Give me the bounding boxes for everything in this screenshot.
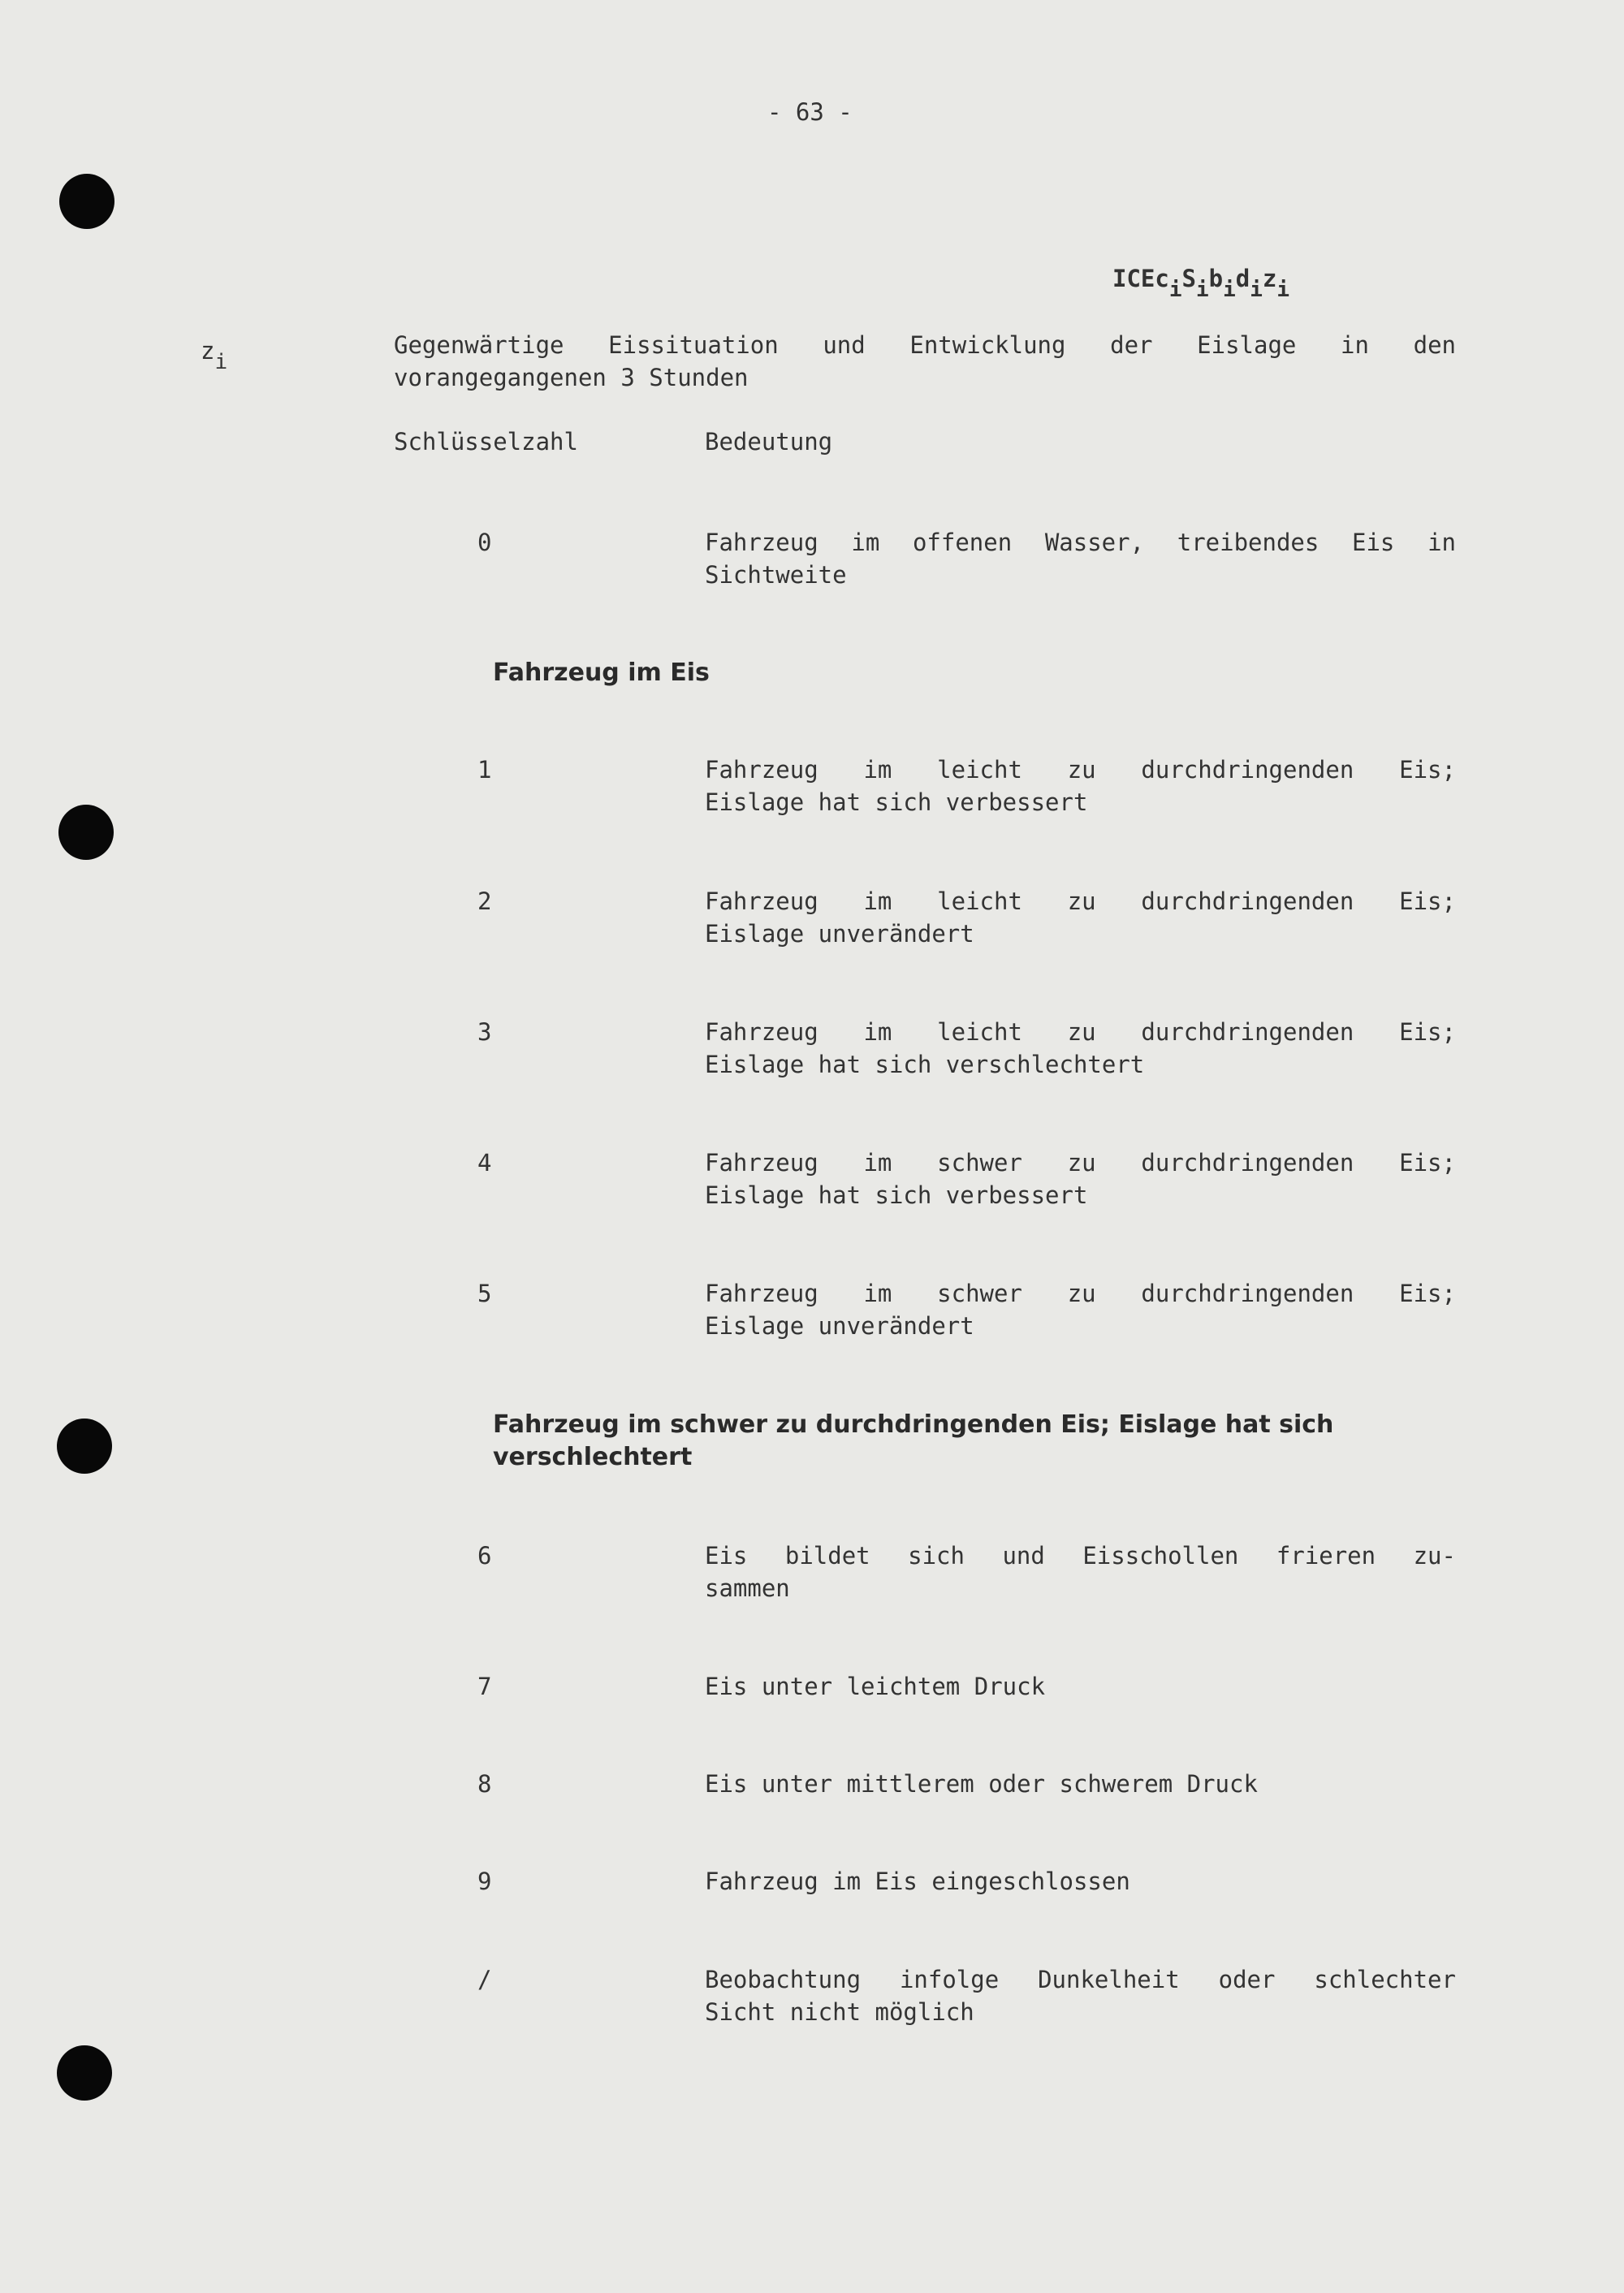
word: Gegenwärtige bbox=[394, 331, 564, 359]
word: durchdringenden bbox=[1141, 887, 1354, 915]
word: sich bbox=[908, 1542, 965, 1570]
word: bildet bbox=[784, 1542, 870, 1570]
word: Eissituation bbox=[608, 331, 779, 359]
word: Dunkelheit bbox=[1038, 1966, 1180, 1993]
code-number: 8 bbox=[477, 1770, 492, 1798]
header-formula-subscript: i bbox=[1195, 278, 1209, 302]
word: schlechter bbox=[1314, 1966, 1456, 1993]
word: durchdringenden bbox=[1141, 1280, 1354, 1307]
word: Eis; bbox=[1399, 887, 1456, 915]
meaning-line-1 bbox=[705, 885, 1456, 918]
punch-hole bbox=[58, 805, 114, 860]
word: frieren bbox=[1276, 1542, 1376, 1570]
word: treibendes bbox=[1177, 529, 1320, 556]
word: zu bbox=[1067, 756, 1096, 784]
punch-hole bbox=[57, 2045, 112, 2101]
code-number: 7 bbox=[477, 1673, 492, 1700]
word: Wasser, bbox=[1044, 529, 1145, 556]
word: Eis; bbox=[1399, 1280, 1456, 1307]
meaning-line-1 bbox=[705, 526, 1456, 559]
header-formula-subscript: i bbox=[1223, 278, 1236, 302]
word: im bbox=[863, 1018, 892, 1046]
meaning-line-2: Sichtweite bbox=[705, 561, 847, 589]
word: offenen bbox=[912, 529, 1013, 556]
symbol-base: z bbox=[201, 337, 215, 365]
code-number: 5 bbox=[477, 1280, 492, 1307]
word: Eis; bbox=[1399, 1149, 1456, 1177]
word: Eis; bbox=[1399, 1018, 1456, 1046]
word: der bbox=[1110, 331, 1153, 359]
meaning-line-2: Eislage unverändert bbox=[705, 920, 974, 948]
word: durchdringenden bbox=[1141, 1018, 1354, 1046]
meaning-line-2: Eislage hat sich verbessert bbox=[705, 1181, 1088, 1209]
meaning-line-2: Eislage hat sich verbessert bbox=[705, 788, 1088, 816]
word: leicht bbox=[937, 1018, 1022, 1046]
meaning-line-1 bbox=[705, 1277, 1456, 1310]
word: im bbox=[851, 529, 880, 556]
meaning-line-2: Eislage unverändert bbox=[705, 1312, 974, 1340]
word: zu bbox=[1067, 1018, 1096, 1046]
word: Eisschollen bbox=[1082, 1542, 1239, 1570]
code-number: 4 bbox=[477, 1149, 492, 1177]
code-number: 6 bbox=[477, 1542, 492, 1570]
header-formula-subscript: i bbox=[1250, 278, 1263, 302]
header-code-formula bbox=[1112, 262, 1289, 306]
word: oder bbox=[1218, 1966, 1276, 1993]
header-formula-base: ICEc bbox=[1112, 265, 1169, 292]
header-formula-base: d bbox=[1235, 265, 1250, 292]
word: leicht bbox=[937, 756, 1022, 784]
word: Eis bbox=[705, 1542, 748, 1570]
word: schwer bbox=[937, 1280, 1022, 1307]
word: im bbox=[863, 1280, 892, 1307]
word: leicht bbox=[937, 887, 1022, 915]
column-header-meaning: Bedeutung bbox=[705, 428, 833, 456]
word: zu- bbox=[1413, 1542, 1456, 1570]
word: zu bbox=[1067, 1280, 1096, 1307]
code-number: 1 bbox=[477, 756, 492, 784]
punch-hole bbox=[59, 174, 114, 229]
word: Fahrzeug bbox=[705, 1149, 818, 1177]
word: zu bbox=[1067, 887, 1096, 915]
section-heading: Fahrzeug im schwer zu durchdringenden Eis; Eislage hat sich bbox=[493, 1410, 1334, 1439]
meaning-line-1: Fahrzeug im Eis eingeschlossen bbox=[705, 1868, 1130, 1895]
code-number: 3 bbox=[477, 1018, 492, 1046]
meaning-line-1 bbox=[705, 1963, 1456, 1996]
word: Fahrzeug bbox=[705, 1280, 818, 1307]
meaning-line-1 bbox=[705, 1016, 1456, 1048]
word: im bbox=[863, 1149, 892, 1177]
word: Entwicklung bbox=[909, 331, 1066, 359]
word: und bbox=[1002, 1542, 1045, 1570]
header-formula-base: S bbox=[1181, 265, 1196, 292]
description-line-1 bbox=[394, 329, 1456, 361]
header-formula-subscript: i bbox=[1168, 278, 1182, 302]
word: Fahrzeug bbox=[705, 529, 818, 556]
word: im bbox=[863, 887, 892, 915]
word: Fahrzeug bbox=[705, 1018, 818, 1046]
symbol-subscript: i bbox=[214, 350, 228, 374]
word: und bbox=[823, 331, 866, 359]
meaning-line-1 bbox=[705, 1146, 1456, 1179]
section-heading: Fahrzeug im Eis bbox=[493, 659, 710, 687]
word: durchdringenden bbox=[1141, 1149, 1354, 1177]
word: Eislage bbox=[1197, 331, 1297, 359]
word: Eis bbox=[1352, 529, 1395, 556]
code-number: / bbox=[477, 1966, 492, 1993]
word: Eis; bbox=[1399, 756, 1456, 784]
meaning-line-1: Eis unter mittlerem oder schwerem Druck bbox=[705, 1770, 1258, 1798]
punch-hole bbox=[57, 1419, 112, 1474]
meaning-line-1 bbox=[705, 754, 1456, 786]
word: in bbox=[1341, 331, 1369, 359]
header-formula-base: b bbox=[1208, 265, 1224, 292]
word: durchdringenden bbox=[1141, 756, 1354, 784]
word: in bbox=[1427, 529, 1456, 556]
header-formula-base: z bbox=[1262, 265, 1277, 292]
meaning-line-2: Sicht nicht möglich bbox=[705, 1998, 974, 2026]
word: Fahrzeug bbox=[705, 756, 818, 784]
meaning-line-1: Eis unter leichtem Druck bbox=[705, 1673, 1046, 1700]
code-number: 9 bbox=[477, 1868, 492, 1895]
description-line-2: vorangegangenen 3 Stunden bbox=[394, 364, 749, 391]
word: infolge bbox=[899, 1966, 1000, 1993]
header-formula-subscript: i bbox=[1276, 278, 1289, 302]
word: zu bbox=[1067, 1149, 1096, 1177]
section-heading-line-2: verschlechtert bbox=[493, 1443, 693, 1471]
symbol-label bbox=[201, 335, 227, 378]
meaning-line-1 bbox=[705, 1539, 1456, 1572]
column-header-code: Schlüsselzahl bbox=[394, 428, 578, 456]
word: Fahrzeug bbox=[705, 887, 818, 915]
code-number: 2 bbox=[477, 887, 492, 915]
word: schwer bbox=[937, 1149, 1022, 1177]
word: den bbox=[1413, 331, 1456, 359]
page-number: - 63 - bbox=[767, 98, 853, 126]
word: im bbox=[863, 756, 892, 784]
code-number: 0 bbox=[477, 529, 492, 556]
word: Beobachtung bbox=[705, 1966, 862, 1993]
meaning-line-2: sammen bbox=[705, 1574, 790, 1602]
meaning-line-2: Eislage hat sich verschlechtert bbox=[705, 1051, 1145, 1078]
